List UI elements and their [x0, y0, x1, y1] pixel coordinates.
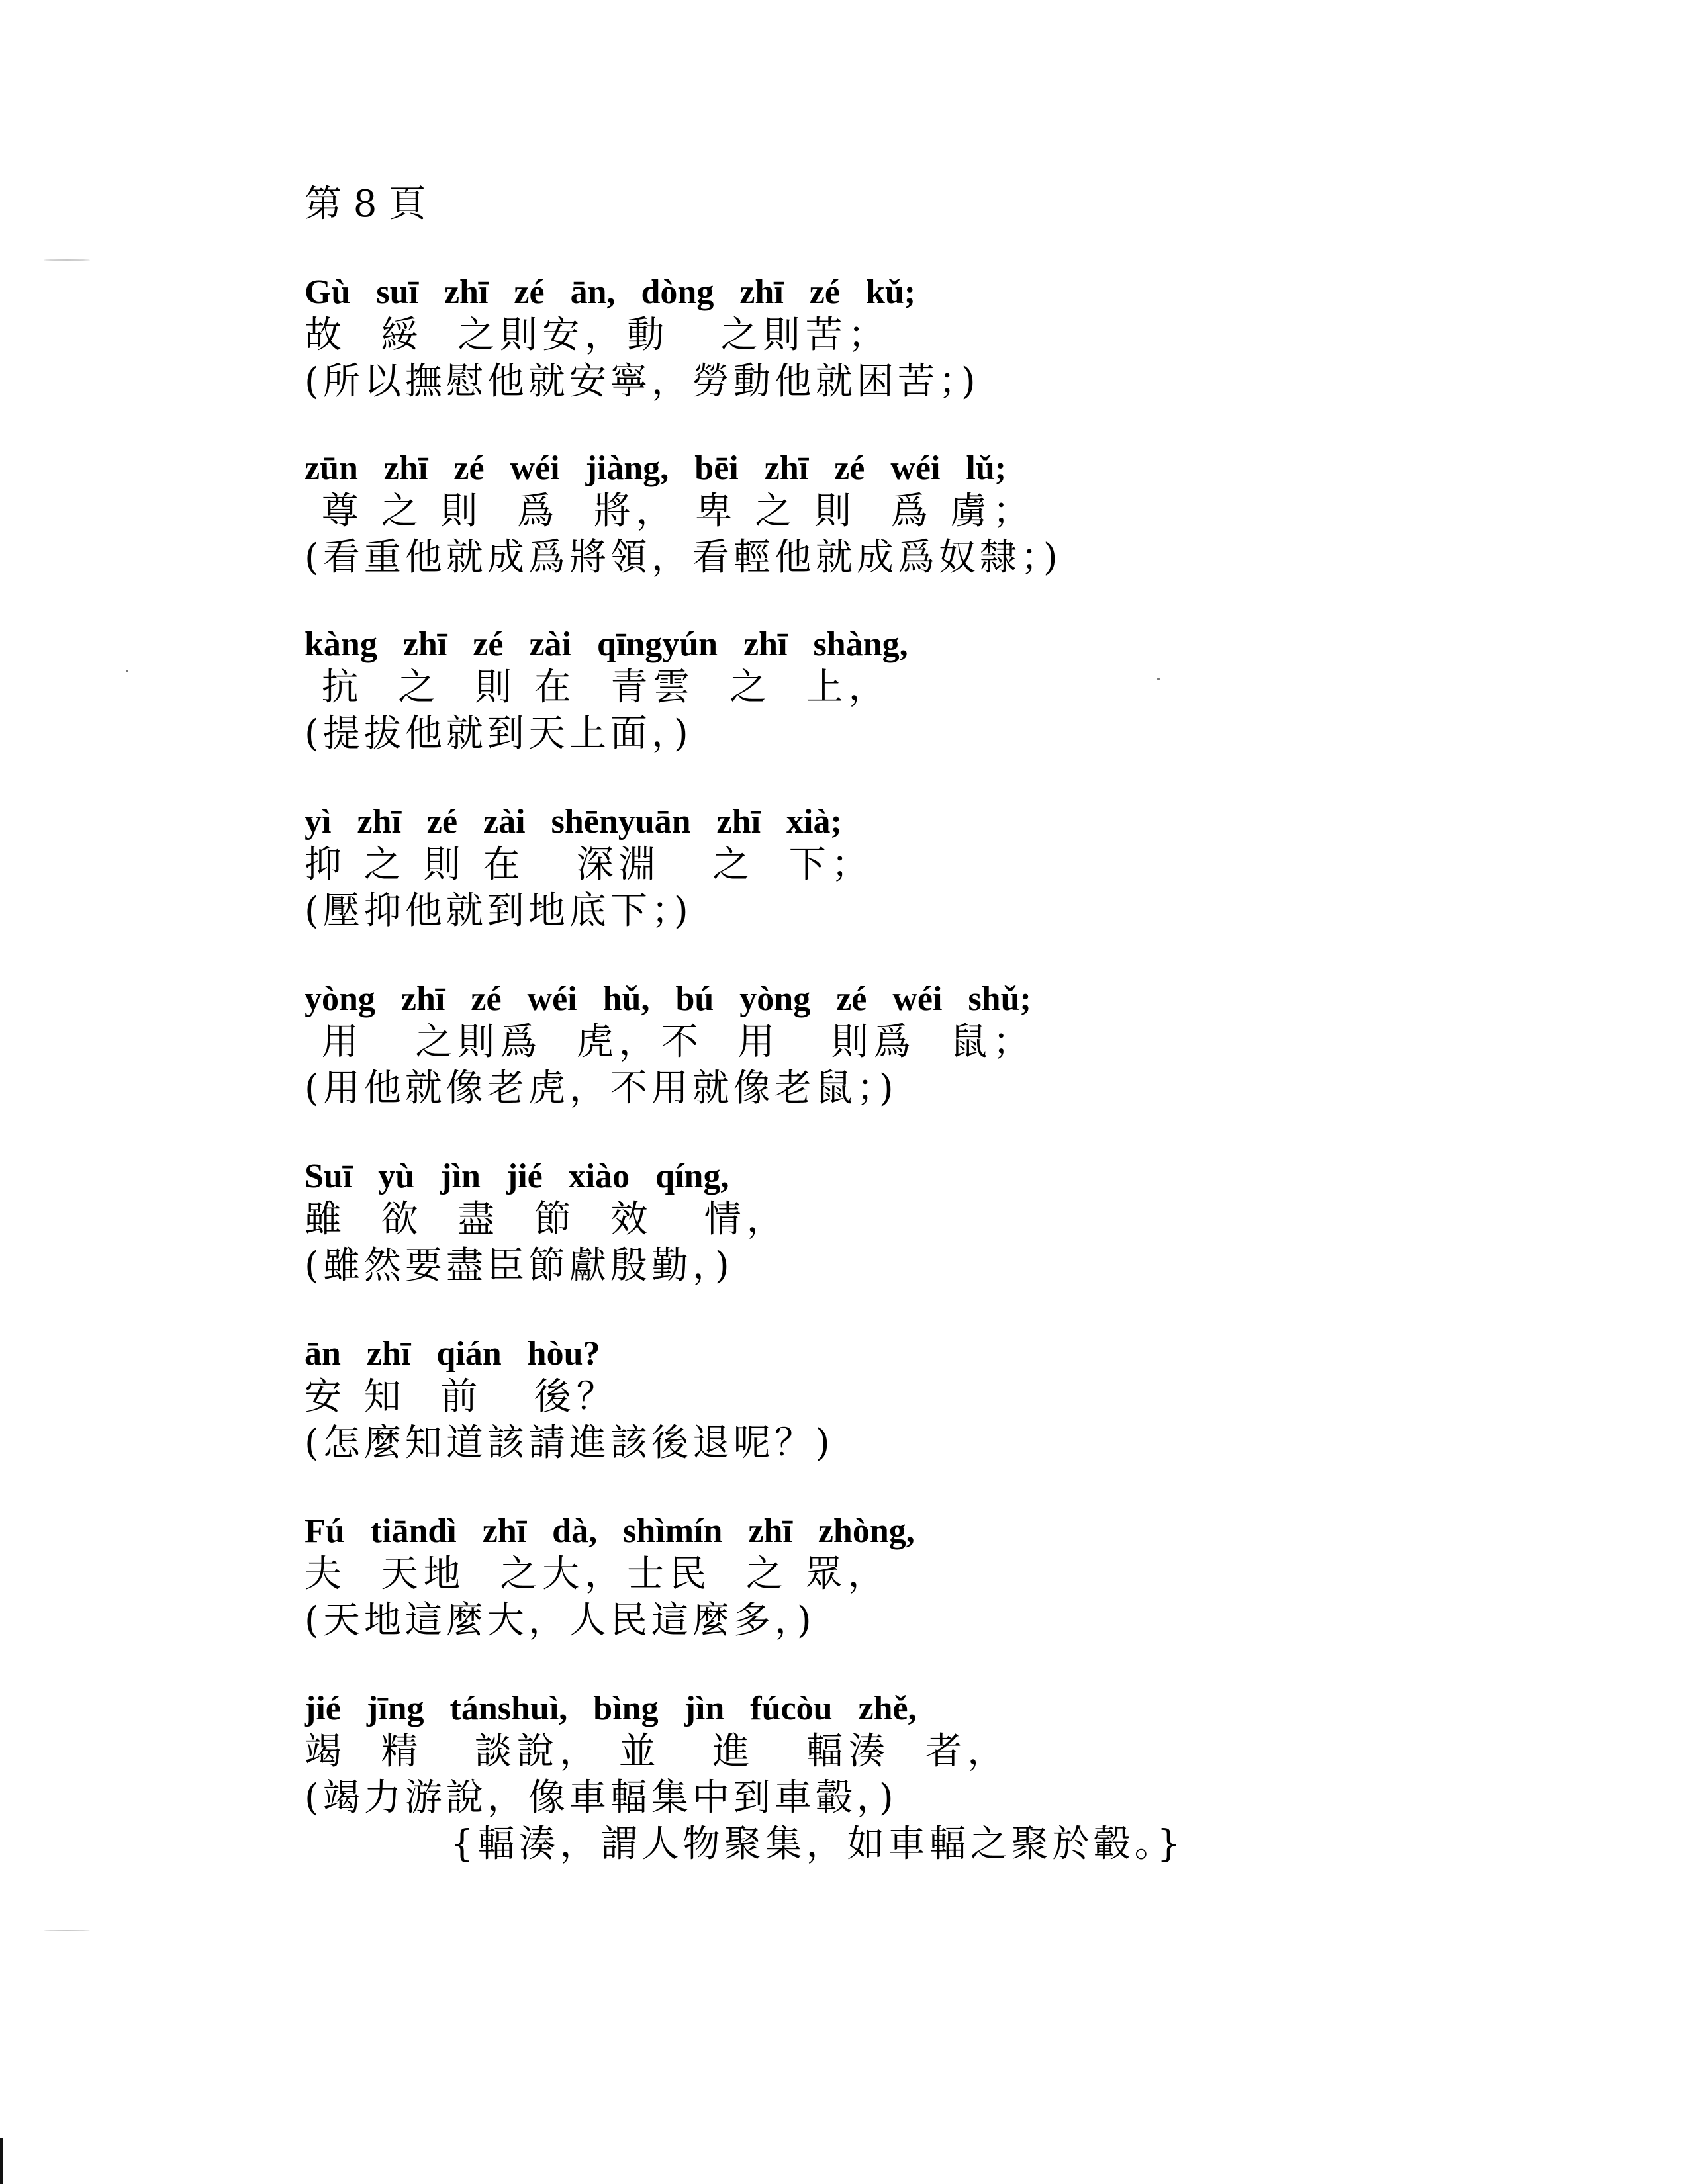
scan-edge	[0, 2138, 3, 2184]
translation-line: (雖然要盡臣節獻殷勤，)	[305, 1244, 733, 1287]
pinyin-line: ān zhī qián hòu?	[305, 1335, 600, 1373]
pinyin-line: zūn zhī zé wéi jiàng, bēi zhī zé wéi lǔ;	[305, 449, 1007, 487]
translation-line: (提拔他就到天上面，)	[305, 712, 692, 755]
scan-mark	[44, 259, 90, 261]
scan-mark	[44, 1930, 90, 1931]
footnote: {輻湊，謂人物聚集，如車輻之聚於轂。}	[450, 1823, 1185, 1866]
pinyin-line: jié jīng tánshuì, bìng jìn fúcòu zhě,	[305, 1690, 917, 1727]
pinyin-line: Fú tiāndì zhī dà, shìmín zhī zhòng,	[305, 1512, 915, 1550]
hanzi-line: 安 知 前 後？	[305, 1375, 619, 1418]
translation-line: (壓抑他就到地底下；)	[305, 889, 692, 933]
translation-line: (所以撫慰他就安寧，勞動他就困苦；)	[305, 360, 980, 403]
scan-speck	[1157, 678, 1160, 680]
translation-line: (竭力游說，像車輻集中到車轂，)	[305, 1776, 898, 1819]
pinyin-line: yòng zhī zé wéi hǔ, bú yòng zé wéi shǔ;	[305, 980, 1031, 1018]
pinyin-line: yì zhī zé zài shēnyuān zhī xià;	[305, 803, 842, 841]
translation-line: (天地這麼大，人民這麼多，)	[305, 1599, 816, 1642]
hanzi-line: 用 之則爲 虎，不 用 則爲 鼠；	[305, 1021, 1035, 1064]
translation-line: (用他就像老虎，不用就像老鼠；)	[305, 1067, 898, 1110]
hanzi-line: 雖 欲 盡 節 效 情，	[305, 1198, 789, 1241]
translation-line: (看重他就成爲將領，看輕他就成爲奴隸；)	[305, 536, 1062, 579]
hanzi-line: 夫 天地 之大，士民 之 眾，	[305, 1553, 890, 1596]
translation-line: (怎麼知道該請進該後退呢？)	[305, 1422, 834, 1465]
pinyin-line: kàng zhī zé zài qīngyún zhī shàng,	[305, 625, 908, 663]
scan-speck	[126, 670, 128, 672]
page-number: 第 8 頁	[305, 183, 426, 226]
hanzi-line: 抗 之 則 在 青雲 之 上，	[305, 666, 891, 709]
hanzi-line: 故 綏 之則安，動 之則苦；	[305, 314, 890, 357]
pinyin-line: Suī yù jìn jié xiào qíng,	[305, 1158, 729, 1195]
hanzi-line: 竭 精 談說， 並 進 輻湊 者，	[305, 1730, 1010, 1773]
hanzi-line: 尊 之 則 爲 將， 卑 之 則 爲 虜；	[305, 490, 1035, 533]
pinyin-line: Gù suī zhī zé ān, dòng zhī zé kǔ;	[305, 273, 916, 311]
hanzi-line: 抑 之 則 在 深淵 之 下；	[305, 843, 874, 886]
